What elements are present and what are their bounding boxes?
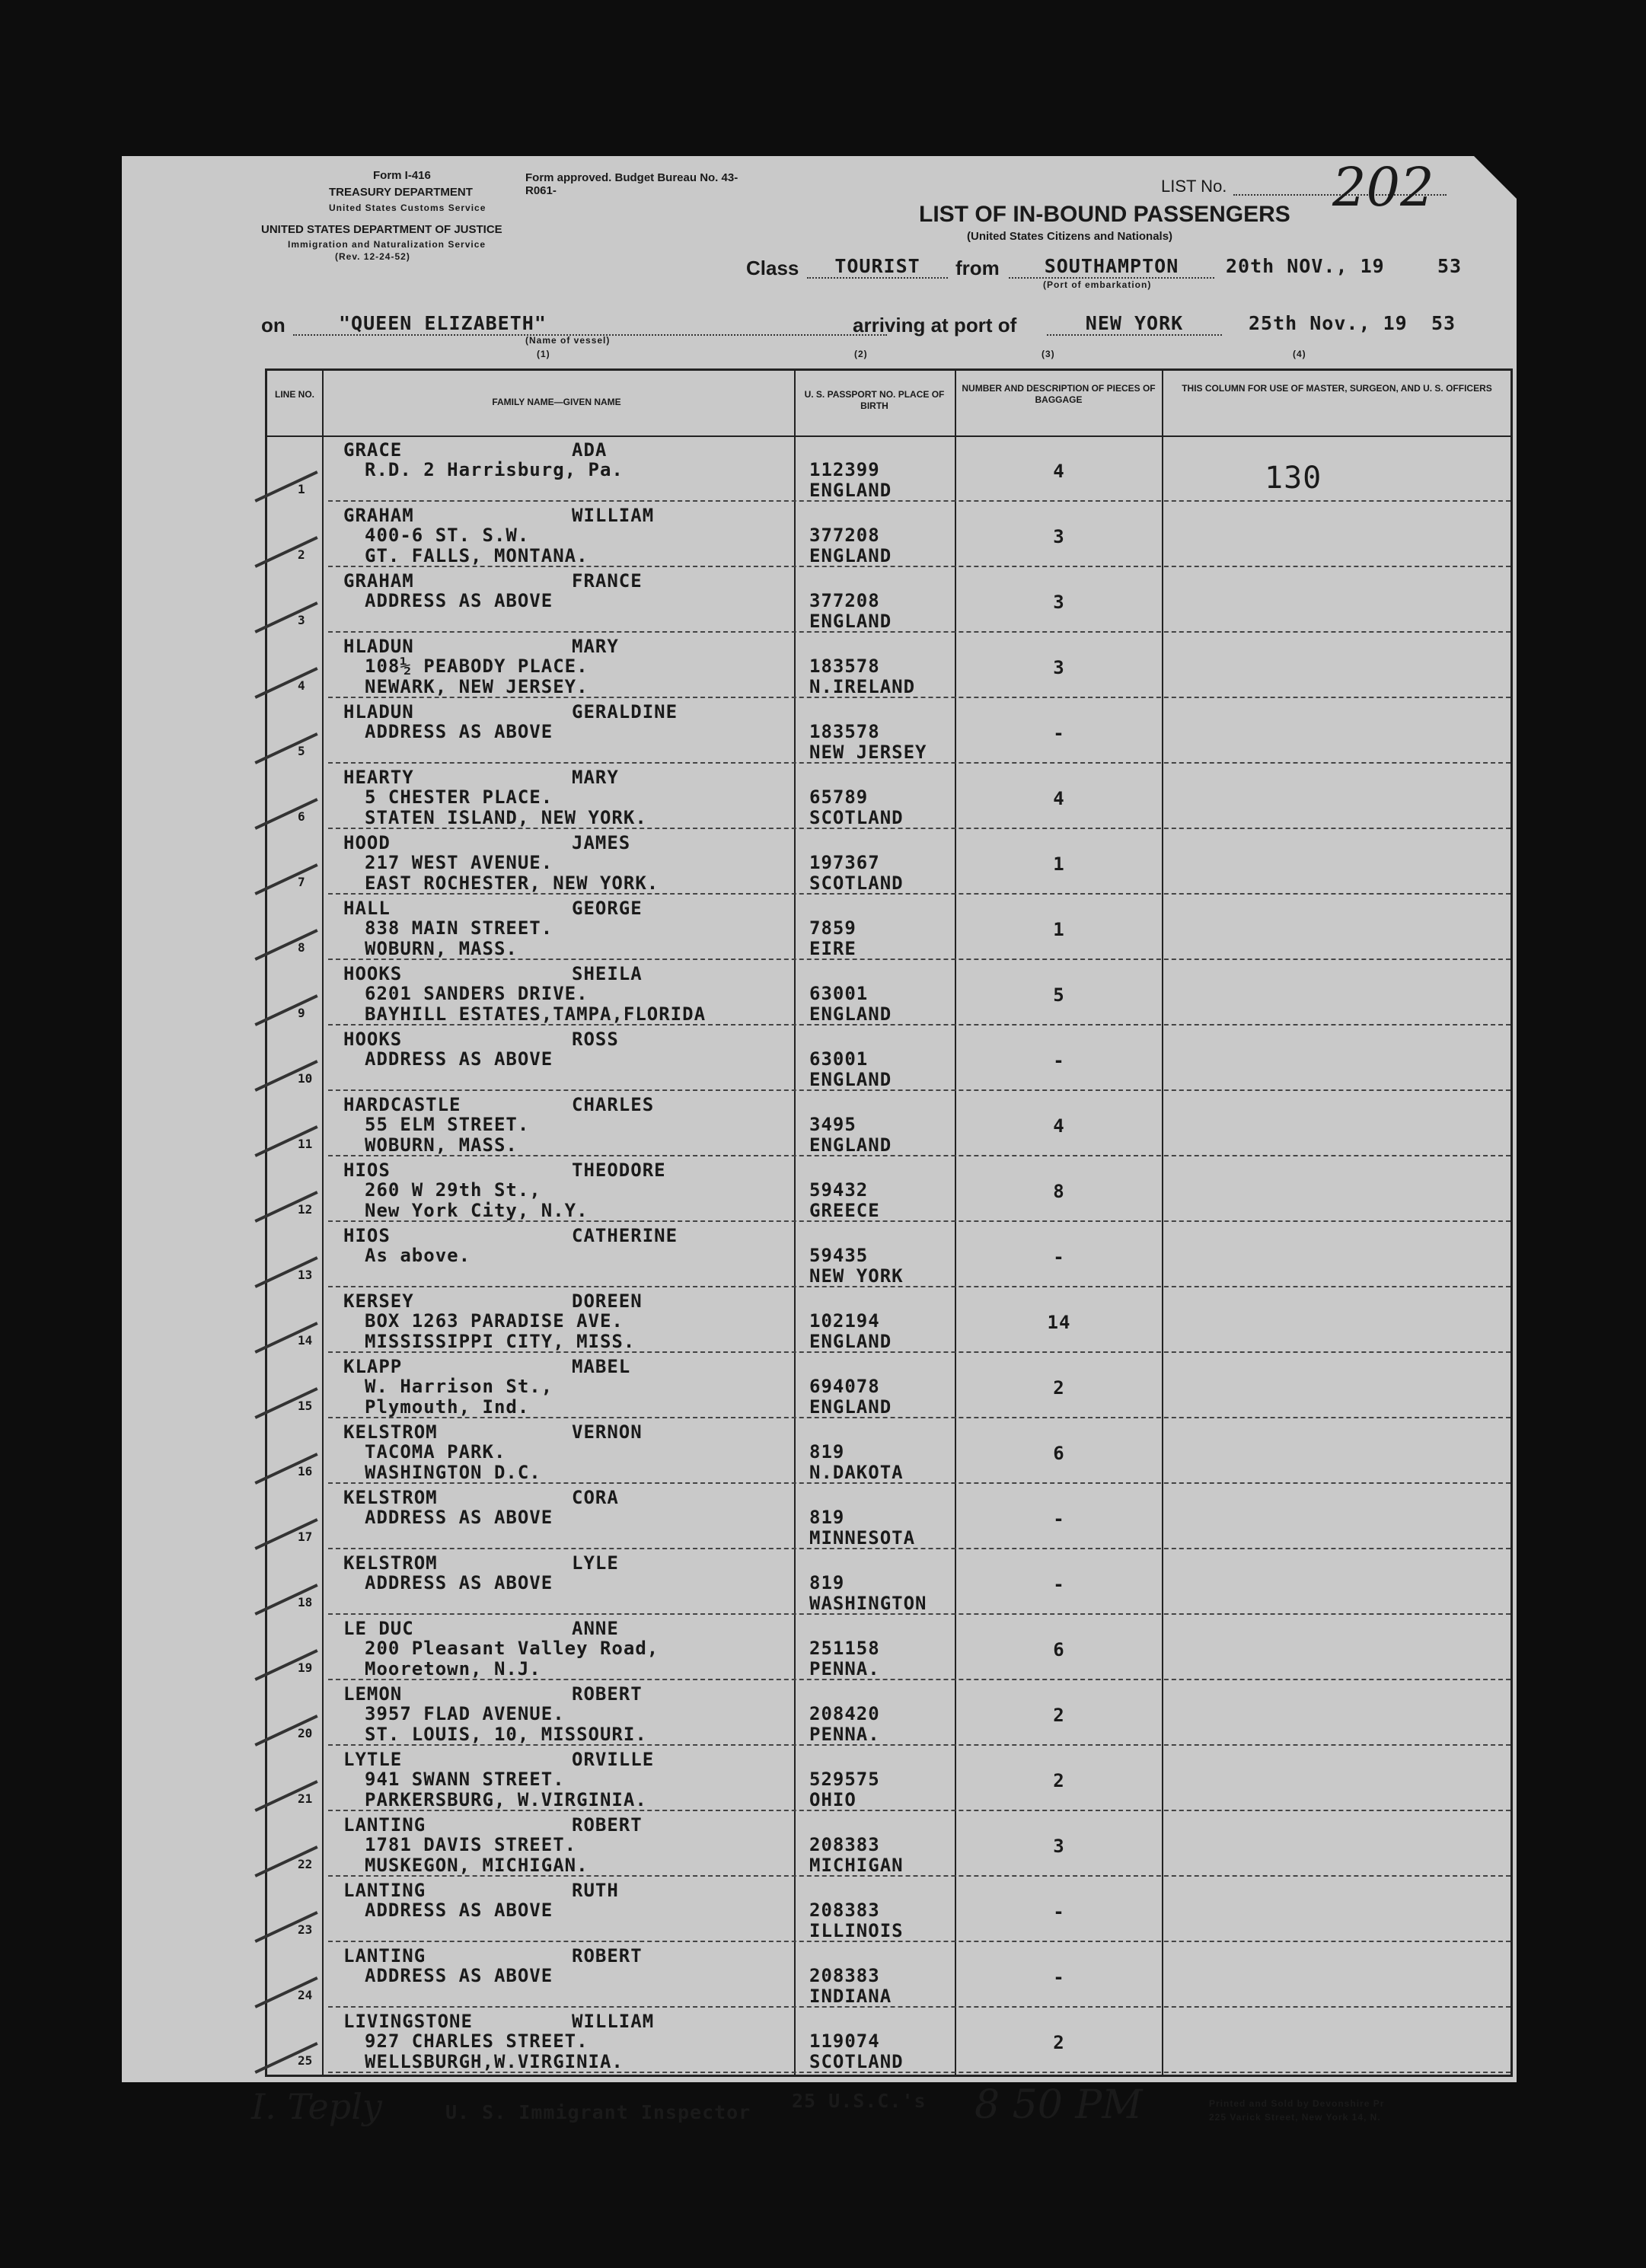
ins-label: Immigration and Naturalization Service xyxy=(288,239,486,250)
passenger-table xyxy=(265,368,1513,2077)
table-row xyxy=(267,831,1510,896)
place-of-birth: ENGLAND xyxy=(809,611,892,632)
given-name: ROBERT xyxy=(572,1945,643,1967)
passport-number: 819 xyxy=(809,1441,845,1463)
family-name: KLAPP xyxy=(343,1356,403,1377)
passport-number: 819 xyxy=(809,1572,845,1593)
class-value: TOURIST xyxy=(807,255,948,279)
table-row xyxy=(267,962,1510,1027)
passport-number: 819 xyxy=(809,1507,845,1528)
family-name: LANTING xyxy=(343,1880,426,1901)
address-line-1: R.D. 2 Harrisburg, Pa. xyxy=(365,459,624,480)
address-line-1: BOX 1263 PARADISE AVE. xyxy=(365,1310,624,1332)
passport-number: 208383 xyxy=(809,1900,880,1921)
given-name: THEODORE xyxy=(572,1160,666,1181)
given-name: GERALDINE xyxy=(572,701,678,723)
address-line-2: WASHINGTON D.C. xyxy=(365,1462,541,1483)
embark-year: 53 xyxy=(1437,255,1463,277)
line-number: 17 xyxy=(298,1530,313,1544)
family-name: LANTING xyxy=(343,1945,426,1967)
given-name: ROBERT xyxy=(572,1814,643,1836)
address-line-2: Mooretown, N.J. xyxy=(365,1658,541,1679)
place-of-birth: ENGLAND xyxy=(809,1396,892,1418)
family-name: KELSTROM xyxy=(343,1487,438,1508)
table-row xyxy=(267,1093,1510,1158)
given-name: SHEILA xyxy=(572,963,643,984)
passport-number: 251158 xyxy=(809,1638,880,1659)
place-of-birth: MINNESOTA xyxy=(809,1527,916,1549)
printer-line-1: Printed and Sold by Devonshire Pr xyxy=(1209,2098,1385,2109)
table-row xyxy=(267,1027,1510,1093)
place-of-birth: GREECE xyxy=(809,1200,880,1221)
passport-number: 197367 xyxy=(809,852,880,873)
passport-number: 102194 xyxy=(809,1310,880,1332)
given-name: MARY xyxy=(572,636,619,657)
baggage-count: - xyxy=(1053,1901,1065,1922)
line-number: 2 xyxy=(298,547,305,562)
col-marker-2: (2) xyxy=(854,349,868,359)
table-row xyxy=(267,765,1510,831)
passport-number: 119074 xyxy=(809,2030,880,2052)
address-line-2: New York City, N.Y. xyxy=(365,1200,589,1221)
baggage-count: 2 xyxy=(1053,2032,1065,2053)
address-line-1: ADDRESS AS ABOVE xyxy=(365,590,553,611)
arriving-label: arriving at port of xyxy=(853,314,1017,337)
address-line-2: ST. LOUIS, 10, MISSOURI. xyxy=(365,1724,647,1745)
given-name: WILLIAM xyxy=(572,505,655,526)
baggage-count: - xyxy=(1053,1246,1065,1268)
passport-number: 112399 xyxy=(809,459,880,480)
passport-number: 183578 xyxy=(809,721,880,742)
vessel-name: "QUEEN ELIZABETH" xyxy=(293,312,887,336)
list-no-label: LIST No. xyxy=(1161,177,1227,196)
line-number: 5 xyxy=(298,744,305,758)
baggage-count: 8 xyxy=(1053,1181,1065,1202)
baggage-count: 3 xyxy=(1053,1836,1065,1857)
port-note: (Port of embarkation) xyxy=(1043,279,1152,290)
table-row xyxy=(267,634,1510,700)
family-name: LYTLE xyxy=(343,1749,403,1770)
line-number: 22 xyxy=(298,1857,313,1871)
department-of-justice: UNITED STATES DEPARTMENT OF JUSTICE xyxy=(261,223,502,236)
given-name: FRANCE xyxy=(572,570,643,592)
address-line-2: Plymouth, Ind. xyxy=(365,1396,530,1418)
line-number: 15 xyxy=(298,1399,313,1413)
address-line-2: WELLSBURGH,W.VIRGINIA. xyxy=(365,2051,624,2072)
officer-note: 130 xyxy=(1265,461,1322,496)
table-row xyxy=(267,1682,1510,1747)
family-name: HLADUN xyxy=(343,701,414,723)
address-line-1: ADDRESS AS ABOVE xyxy=(365,1507,553,1528)
place-of-birth: PENNA. xyxy=(809,1658,880,1679)
table-row xyxy=(267,1944,1510,2009)
family-name: LEMON xyxy=(343,1683,403,1705)
given-name: MARY xyxy=(572,767,619,788)
family-name: HOOKS xyxy=(343,963,403,984)
baggage-count: 1 xyxy=(1053,919,1065,940)
line-number: 20 xyxy=(298,1726,313,1740)
baggage-count: - xyxy=(1053,1508,1065,1530)
family-name: GRAHAM xyxy=(343,570,414,592)
given-name: GEORGE xyxy=(572,898,643,919)
passport-number: 377208 xyxy=(809,590,880,611)
passport-number: 208383 xyxy=(809,1965,880,1986)
given-name: ANNE xyxy=(572,1618,619,1639)
baggage-count: - xyxy=(1053,1574,1065,1595)
given-name: LYLE xyxy=(572,1552,619,1574)
column-header-officers: THIS COLUMN FOR USE OF MASTER, SURGEON, AND U. S. OFFICERS xyxy=(1182,383,1492,394)
baggage-count: 6 xyxy=(1053,1443,1065,1464)
baggage-count: - xyxy=(1053,1050,1065,1071)
on-label: on xyxy=(261,314,285,337)
baggage-count: 4 xyxy=(1053,1115,1065,1137)
table-row xyxy=(267,1289,1510,1354)
line-number: 16 xyxy=(298,1464,313,1479)
place-of-birth: NEW JERSEY xyxy=(809,742,927,763)
passport-number: 63001 xyxy=(809,1048,869,1070)
treasury-department: TREASURY DEPARTMENT xyxy=(329,186,473,199)
family-name: KELSTROM xyxy=(343,1552,438,1574)
family-name: HIOS xyxy=(343,1160,391,1181)
address-line-1: 5 CHESTER PLACE. xyxy=(365,786,553,808)
address-line-2: WOBURN, MASS. xyxy=(365,938,518,959)
address-line-1: 200 Pleasant Valley Road, xyxy=(365,1638,659,1659)
place-of-birth: ENGLAND xyxy=(809,1003,892,1025)
given-name: ORVILLE xyxy=(572,1749,655,1770)
family-name: LE DUC xyxy=(343,1618,414,1639)
address-line-1: 108½ PEABODY PLACE. xyxy=(365,656,589,677)
baggage-count: 14 xyxy=(1047,1312,1071,1333)
arrival-port: NEW YORK xyxy=(1047,312,1222,336)
baggage-count: 3 xyxy=(1053,657,1065,678)
table-row xyxy=(267,1878,1510,1944)
address-line-1: W. Harrison St., xyxy=(365,1376,553,1397)
column-header-line: LINE NO. xyxy=(274,389,314,400)
line-number: 18 xyxy=(298,1595,313,1609)
inspector-signature: I. Teply xyxy=(251,2086,382,2127)
vessel-note: (Name of vessel) xyxy=(525,335,611,346)
place-of-birth: ENGLAND xyxy=(809,1069,892,1090)
given-name: CORA xyxy=(572,1487,619,1508)
arrival-year: 53 xyxy=(1431,312,1456,334)
family-name: HOOKS xyxy=(343,1029,403,1050)
family-name: KELSTROM xyxy=(343,1421,438,1443)
baggage-count: - xyxy=(1053,1967,1065,1988)
place-of-birth: EIRE xyxy=(809,938,856,959)
col-marker-3: (3) xyxy=(1042,349,1055,359)
family-name: HLADUN xyxy=(343,636,414,657)
place-of-birth: ENGLAND xyxy=(809,480,892,501)
line-number: 10 xyxy=(298,1071,313,1086)
line-number: 1 xyxy=(298,482,305,496)
table-row xyxy=(267,1354,1510,1420)
baggage-count: 2 xyxy=(1053,1770,1065,1791)
baggage-count: 2 xyxy=(1053,1705,1065,1726)
given-name: RUTH xyxy=(572,1880,619,1901)
line-number: 4 xyxy=(298,678,305,693)
baggage-count: 1 xyxy=(1053,853,1065,875)
baggage-count: 4 xyxy=(1053,461,1065,482)
table-row xyxy=(267,896,1510,962)
place-of-birth: INDIANA xyxy=(809,1986,892,2007)
family-name: HALL xyxy=(343,898,391,919)
embark-date: 20th NOV., 19 xyxy=(1226,255,1385,277)
address-line-2: BAYHILL ESTATES,TAMPA,FLORIDA xyxy=(365,1003,707,1025)
line-number: 3 xyxy=(298,613,305,627)
address-line-1: 400-6 ST. S.W. xyxy=(365,525,530,546)
address-line-1: As above. xyxy=(365,1245,471,1266)
place-of-birth: ENGLAND xyxy=(809,1331,892,1352)
list-no-handwritten: 202 xyxy=(1332,156,1434,219)
baggage-count: 6 xyxy=(1053,1639,1065,1660)
address-line-1: 55 ELM STREET. xyxy=(365,1114,530,1135)
family-name: HARDCASTLE xyxy=(343,1094,461,1115)
given-name: ROSS xyxy=(572,1029,619,1050)
address-line-1: ADDRESS AS ABOVE xyxy=(365,721,553,742)
place-of-birth: ILLINOIS xyxy=(809,1920,904,1941)
baggage-count: - xyxy=(1053,723,1065,744)
family-name: GRAHAM xyxy=(343,505,414,526)
place-of-birth: MICHIGAN xyxy=(809,1855,904,1876)
address-line-1: ADDRESS AS ABOVE xyxy=(365,1900,553,1921)
given-name: ADA xyxy=(572,439,608,461)
address-line-1: 260 W 29th St., xyxy=(365,1179,541,1201)
address-line-1: ADDRESS AS ABOVE xyxy=(365,1965,553,1986)
passport-number: 63001 xyxy=(809,983,869,1004)
line-number: 13 xyxy=(298,1268,313,1282)
place-of-birth: N.IRELAND xyxy=(809,676,916,697)
line-number: 12 xyxy=(298,1202,313,1217)
place-of-birth: WASHINGTON xyxy=(809,1593,927,1614)
inspector-label: U. S. Immigrant Inspector xyxy=(445,2101,751,2123)
address-line-2: NEWARK, NEW JERSEY. xyxy=(365,676,589,697)
from-value: SOUTHAMPTON xyxy=(1009,255,1214,279)
table-row xyxy=(267,1813,1510,1878)
line-number: 14 xyxy=(298,1333,313,1348)
family-name: KERSEY xyxy=(343,1290,414,1312)
column-header-name: FAMILY NAME—GIVEN NAME xyxy=(492,397,621,407)
place-of-birth: ENGLAND xyxy=(809,1134,892,1156)
line-number: 24 xyxy=(298,1988,313,2002)
passport-number: 208383 xyxy=(809,1834,880,1855)
address-line-2: PARKERSBURG, W.VIRGINIA. xyxy=(365,1789,647,1810)
line-number: 21 xyxy=(298,1791,313,1806)
address-line-2: GT. FALLS, MONTANA. xyxy=(365,545,589,566)
address-line-2: STATEN ISLAND, NEW YORK. xyxy=(365,807,647,828)
form-subtitle: (United States Citizens and Nationals) xyxy=(967,230,1173,243)
column-header-baggage: NUMBER AND DESCRIPTION OF PIECES OF BAGGAGE xyxy=(962,383,1156,405)
address-line-1: 838 MAIN STREET. xyxy=(365,917,553,939)
address-line-1: 941 SWANN STREET. xyxy=(365,1769,565,1790)
place-of-birth: OHIO xyxy=(809,1789,856,1810)
arrival-time-handwritten: 8 50 PM xyxy=(975,2082,1143,2128)
table-row xyxy=(267,2009,1510,2075)
arrival-date: 25th Nov., 19 xyxy=(1249,312,1408,334)
passport-number: 65789 xyxy=(809,786,869,808)
passport-number: 377208 xyxy=(809,525,880,546)
baggage-count: 3 xyxy=(1053,526,1065,547)
table-row xyxy=(267,1747,1510,1813)
line-number: 11 xyxy=(298,1137,313,1151)
table-row xyxy=(267,438,1510,503)
address-line-2: WOBURN, MASS. xyxy=(365,1134,518,1156)
family-name: HIOS xyxy=(343,1225,391,1246)
family-name: HEARTY xyxy=(343,767,414,788)
passport-number: 59435 xyxy=(809,1245,869,1266)
address-line-1: 3957 FLAD AVENUE. xyxy=(365,1703,565,1724)
table-row xyxy=(267,1158,1510,1223)
table-row xyxy=(267,569,1510,634)
table-row xyxy=(267,1485,1510,1551)
line-number: 7 xyxy=(298,875,305,889)
given-name: DOREEN xyxy=(572,1290,643,1312)
address-line-1: 217 WEST AVENUE. xyxy=(365,852,553,873)
baggage-count: 2 xyxy=(1053,1377,1065,1399)
passport-number: 529575 xyxy=(809,1769,880,1790)
place-of-birth: ENGLAND xyxy=(809,545,892,566)
family-name: LIVINGSTONE xyxy=(343,2011,473,2032)
given-name: MABEL xyxy=(572,1356,631,1377)
printer-line-2: 225 Varick Street, New York 14, N. xyxy=(1209,2112,1381,2123)
given-name: ROBERT xyxy=(572,1683,643,1705)
family-name: LANTING xyxy=(343,1814,426,1836)
address-line-1: 1781 DAVIS STREET. xyxy=(365,1834,577,1855)
col-marker-1: (1) xyxy=(537,349,550,359)
address-line-1: ADDRESS AS ABOVE xyxy=(365,1572,553,1593)
col-marker-4: (4) xyxy=(1293,349,1306,359)
given-name: VERNON xyxy=(572,1421,643,1443)
table-row xyxy=(267,1420,1510,1485)
line-number: 19 xyxy=(298,1660,313,1675)
table-row xyxy=(267,1223,1510,1289)
line-number: 6 xyxy=(298,809,305,824)
line-number: 25 xyxy=(298,2053,313,2068)
place-of-birth: PENNA. xyxy=(809,1724,880,1745)
passport-number: 59432 xyxy=(809,1179,869,1201)
revision: (Rev. 12-24-52) xyxy=(335,251,410,262)
customs-service: United States Customs Service xyxy=(329,203,486,213)
line-number: 8 xyxy=(298,940,305,955)
from-label: from xyxy=(955,257,1000,279)
baggage-count: 4 xyxy=(1053,788,1065,809)
table-row xyxy=(267,1551,1510,1616)
place-of-birth: SCOTLAND xyxy=(809,807,904,828)
address-line-1: 6201 SANDERS DRIVE. xyxy=(365,983,589,1004)
budget-note: Form approved. Budget Bureau No. 43-R061- xyxy=(525,171,738,197)
table-row xyxy=(267,700,1510,765)
given-name: CHARLES xyxy=(572,1094,655,1115)
passport-number: 183578 xyxy=(809,656,880,677)
address-line-1: TACOMA PARK. xyxy=(365,1441,506,1463)
table-row xyxy=(267,503,1510,569)
address-line-2: EAST ROCHESTER, NEW YORK. xyxy=(365,872,659,894)
place-of-birth: SCOTLAND xyxy=(809,872,904,894)
line-number: 9 xyxy=(298,1006,305,1020)
form-title: LIST OF IN-BOUND PASSENGERS xyxy=(919,202,1290,227)
class-label: Class xyxy=(746,257,799,279)
form-number: Form I-416 xyxy=(373,169,431,182)
citizen-count: 25 U.S.C.'s xyxy=(792,2090,927,2112)
given-name: CATHERINE xyxy=(572,1225,678,1246)
table-row xyxy=(267,1616,1510,1682)
passport-number: 7859 xyxy=(809,917,856,939)
passport-number: 694078 xyxy=(809,1376,880,1397)
line-number: 23 xyxy=(298,1922,313,1937)
baggage-count: 5 xyxy=(1053,984,1065,1006)
address-line-1: ADDRESS AS ABOVE xyxy=(365,1048,553,1070)
passport-number: 3495 xyxy=(809,1114,856,1135)
address-line-2: MUSKEGON, MICHIGAN. xyxy=(365,1855,589,1876)
family-name: HOOD xyxy=(343,832,391,853)
given-name: JAMES xyxy=(572,832,631,853)
address-line-2: MISSISSIPPI CITY, MISS. xyxy=(365,1331,636,1352)
address-line-1: 927 CHARLES STREET. xyxy=(365,2030,589,2052)
baggage-count: 3 xyxy=(1053,592,1065,613)
column-header-passport: U. S. PASSPORT NO. PLACE OF BIRTH xyxy=(804,389,945,411)
place-of-birth: N.DAKOTA xyxy=(809,1462,904,1483)
passport-number: 208420 xyxy=(809,1703,880,1724)
given-name: WILLIAM xyxy=(572,2011,655,2032)
place-of-birth: SCOTLAND xyxy=(809,2051,904,2072)
place-of-birth: NEW YORK xyxy=(809,1265,904,1287)
family-name: GRACE xyxy=(343,439,403,461)
